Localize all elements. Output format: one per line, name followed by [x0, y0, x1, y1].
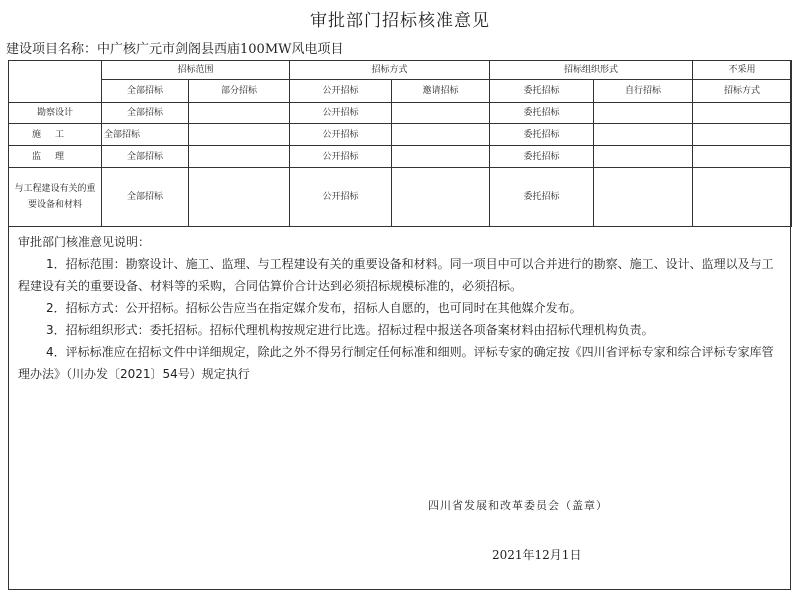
cell-invited: [392, 124, 490, 146]
cell-partial: [189, 124, 290, 146]
cell-entrusted: 委托招标: [490, 146, 594, 168]
row-item: 施工: [9, 124, 102, 146]
subheader-self: 自行招标: [594, 80, 693, 103]
row-item: 监理: [9, 146, 102, 168]
cell-not-adopted: [693, 146, 792, 168]
cell-partial: [189, 168, 290, 227]
issuer-signature: 四川省发展和改革委员会（盖章）: [428, 499, 608, 512]
header-scope: 招标范围: [102, 61, 290, 80]
subheader-not-adopted: 招标方式: [693, 80, 792, 103]
cell-invited: [392, 168, 490, 227]
cell-public: 公开招标: [290, 103, 392, 124]
table-header-row: [9, 61, 792, 80]
issue-date: 2021年12月1日: [492, 548, 582, 562]
table-row: [9, 103, 792, 124]
opinion-paragraph-method: 2．招标方式：公开招标。招标公告应当在指定媒介发布，招标人自愿的，也可同时在其他媒介发布。: [46, 301, 582, 315]
opinion-paragraph-scope: 1．招标范围：勘察设计、施工、监理、与工程建设有关的重要设备和材料。同一项目中可以合并进行的勘察、施工、设计、监理以及与工程建设有关的重要设备、材料等的采购，合同估算价合计达到必须招标规模标准的，必须招标。: [18, 257, 774, 293]
subheader-partial: 部分招标: [189, 80, 290, 103]
cell-public: 公开招标: [290, 124, 392, 146]
table-row: [9, 124, 792, 146]
row-item: 与工程建设有关的重要设备和材料: [9, 168, 102, 227]
opinion-heading: 审批部门核准意见说明：: [18, 235, 151, 249]
cell-entrusted: 委托招标: [490, 124, 594, 146]
cell-not-adopted: [693, 124, 792, 146]
table-subheader-row: [9, 80, 792, 103]
corner-cell: [9, 61, 102, 103]
cell-entrusted: 委托招标: [490, 168, 594, 227]
subheader-public: 公开招标: [290, 80, 392, 103]
subheader-full: 全部招标: [102, 80, 189, 103]
project-name: 建设项目名称：中广核广元市剑阁县西庙100MW风电项目: [6, 42, 344, 57]
subheader-invited: 邀请招标: [392, 80, 490, 103]
cell-full: 全部招标: [102, 103, 189, 124]
row-item: 勘察设计: [9, 103, 102, 124]
subheader-entrusted: 委托招标: [490, 80, 594, 103]
cell-self: [594, 103, 693, 124]
table-row: [9, 168, 792, 227]
cell-full: 全部招标: [102, 124, 189, 146]
opinion-paragraph-evaluation: 4．评标标准应在招标文件中详细规定，除此之外不得另行制定任何标准和细则。评标专家的确定按《四川省评标专家和综合评标专家库管理办法》（川办发〔2021〕54号）规定执行: [18, 345, 774, 381]
header-method: 招标方式: [290, 61, 490, 80]
cell-self: [594, 168, 693, 227]
cell-not-adopted: [693, 103, 792, 124]
cell-public: 公开招标: [290, 146, 392, 168]
header-not-adopted: 不采用: [693, 61, 792, 80]
cell-full: 全部招标: [102, 146, 189, 168]
header-organization: 招标组织形式: [490, 61, 693, 80]
bidding-table: [8, 60, 792, 227]
cell-entrusted: 委托招标: [490, 103, 594, 124]
cell-partial: [189, 146, 290, 168]
table-row: [9, 146, 792, 168]
opinion-paragraph-organization: 3．招标组织形式：委托招标。招标代理机构按规定进行比选。招标过程中报送各项备案材料由招标代理机构负责。: [46, 323, 654, 337]
cell-partial: [189, 103, 290, 124]
cell-public: 公开招标: [290, 168, 392, 227]
cell-invited: [392, 146, 490, 168]
cell-not-adopted: [693, 168, 792, 227]
cell-invited: [392, 103, 490, 124]
document-title: 审批部门招标核准意见: [310, 11, 490, 31]
cell-full: 全部招标: [102, 168, 189, 227]
cell-self: [594, 146, 693, 168]
approval-opinion: [8, 229, 791, 385]
cell-self: [594, 124, 693, 146]
